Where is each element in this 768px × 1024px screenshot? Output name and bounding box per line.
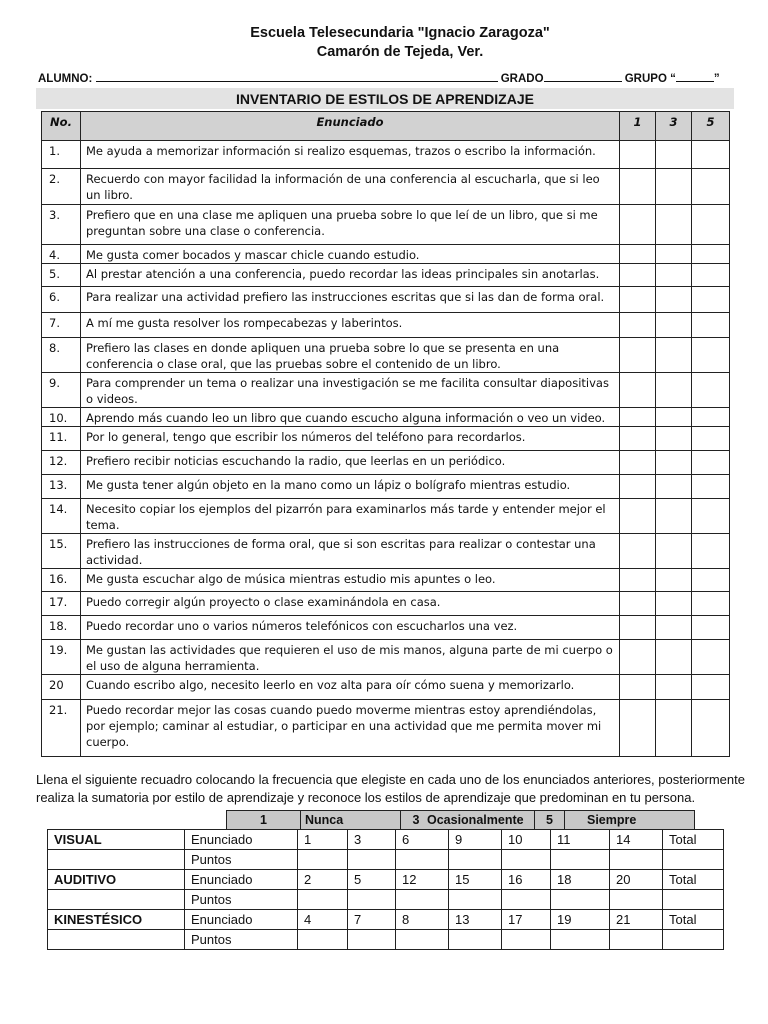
statement-number: 3. <box>42 205 81 245</box>
scale-label-ocasionalmente <box>401 811 535 830</box>
statement-number: 2. <box>42 169 81 205</box>
score-cell-1[interactable] <box>620 205 656 245</box>
scores-table <box>47 829 724 950</box>
statement-row <box>42 592 730 616</box>
school-header <box>0 24 768 62</box>
statement-row <box>42 408 730 427</box>
statement-number: 12. <box>42 451 81 475</box>
score-cell-1[interactable] <box>620 141 656 169</box>
grupo-label: GRUPO “ <box>624 73 676 85</box>
statement-text: Necesito copiar los ejemplos del pizarrón para examinarlos más tarde y entender mejor el tema. <box>81 499 620 534</box>
score-cell-1[interactable] <box>620 451 656 475</box>
points-cell[interactable] <box>348 850 396 870</box>
statement-number: 5. <box>42 264 81 287</box>
statement-number: 14. <box>42 499 81 534</box>
scale-value-nunca: 1 <box>227 811 301 830</box>
score-cell-1[interactable] <box>620 499 656 534</box>
item-number: 8 <box>396 910 449 930</box>
grupo-close-quote: ” <box>713 73 720 85</box>
statement-text: Me ayuda a memorizar información si realizo esquemas, trazos o escribo la información. <box>81 141 620 169</box>
scale-label-nunca: Nunca <box>301 811 401 830</box>
total-cell[interactable] <box>663 890 724 910</box>
style-name-spacer <box>48 890 185 910</box>
total-cell[interactable] <box>663 850 724 870</box>
statement-row <box>42 373 730 408</box>
statement-text: Me gusta comer bocados y mascar chicle cuando estudio. <box>81 245 620 264</box>
score-cell-1[interactable] <box>620 338 656 373</box>
score-puntos-row <box>48 890 724 910</box>
score-cell-1[interactable] <box>620 700 656 757</box>
score-cell-3[interactable] <box>656 640 692 675</box>
statement-row <box>42 700 730 757</box>
score-cell-1[interactable] <box>620 640 656 675</box>
score-cell-1[interactable] <box>620 675 656 700</box>
statement-text: Me gustan las actividades que requieren el uso de mis manos, alguna parte de mi cuerpo o el uso de alguna herramienta. <box>81 640 620 675</box>
statement-number: 15. <box>42 534 81 569</box>
statement-number: 7. <box>42 313 81 338</box>
item-number: 11 <box>551 830 610 850</box>
total-label: Total <box>663 830 724 850</box>
item-number: 12 <box>396 870 449 890</box>
statement-text: Aprendo más cuando leo un libro que cuando escucho alguna información o veo un video. <box>81 408 620 427</box>
statement-text: Prefiero recibir noticias escuchando la radio, que leerlas en un periódico. <box>81 451 620 475</box>
statement-number: 21. <box>42 700 81 757</box>
score-cell-3[interactable] <box>656 534 692 569</box>
points-cell[interactable] <box>502 850 551 870</box>
instructions-text: Llena el siguiente recuadro colocando la frecuencia que elegiste en cada uno de los enunciados anteriores, posteriormente realiza la sumatoria por estilo de aprendizaje y reconoce los estilos de aprendizaje que predominan en tu persona. <box>36 772 745 805</box>
score-enunciado-row <box>48 870 724 890</box>
score-cell-5[interactable] <box>692 675 730 700</box>
score-cell-5[interactable] <box>692 287 730 313</box>
statements-table <box>41 111 730 757</box>
statement-number: 19. <box>42 640 81 675</box>
statement-text: Puedo recordar uno o varios números telefónicos con escucharlos una vez. <box>81 616 620 640</box>
points-cell[interactable] <box>298 850 348 870</box>
score-cell-3[interactable] <box>656 675 692 700</box>
score-cell-1[interactable] <box>620 534 656 569</box>
score-enunciado-row <box>48 910 724 930</box>
score-cell-3[interactable] <box>656 169 692 205</box>
score-cell-3[interactable] <box>656 313 692 338</box>
style-name-spacer <box>48 850 185 870</box>
scale-row <box>227 811 695 830</box>
score-cell-1[interactable] <box>620 592 656 616</box>
points-cell[interactable] <box>449 850 502 870</box>
alumno-label: ALUMNO: <box>38 73 93 85</box>
statement-text: Prefiero que en una clase me apliquen una prueba sobre lo que leí de un libro, que si me preguntan sobre una clase o conferencia. <box>81 205 620 245</box>
score-cell-3[interactable] <box>656 287 692 313</box>
score-cell-5[interactable] <box>692 616 730 640</box>
score-cell-1[interactable] <box>620 427 656 451</box>
score-enunciado-row <box>48 830 724 850</box>
grado-label: GRADO <box>500 73 544 85</box>
score-cell-5[interactable] <box>692 408 730 427</box>
statement-text: Por lo general, tengo que escribir los números del teléfono para recordarlos. <box>81 427 620 451</box>
statement-number: 10. <box>42 408 81 427</box>
statement-row <box>42 287 730 313</box>
points-cell[interactable] <box>551 850 610 870</box>
score-cell-3[interactable] <box>656 264 692 287</box>
score-cell-3[interactable] <box>656 616 692 640</box>
points-cell[interactable] <box>502 930 551 950</box>
score-cell-5[interactable] <box>692 534 730 569</box>
statement-number: 4. <box>42 245 81 264</box>
statement-row <box>42 499 730 534</box>
statement-number: 8. <box>42 338 81 373</box>
alumno-field[interactable] <box>96 71 498 82</box>
score-cell-5[interactable] <box>692 640 730 675</box>
item-number: 5 <box>348 870 396 890</box>
grado-field[interactable] <box>544 71 622 82</box>
item-number: 7 <box>348 910 396 930</box>
statement-text: Para realizar una actividad prefiero las instrucciones escritas que si las dan de forma oral. <box>81 287 620 313</box>
statement-number: 1. <box>42 141 81 169</box>
statement-text: Prefiero las instrucciones de forma oral, que si son escritas para realizar o contestar una actividad. <box>81 534 620 569</box>
student-info-line <box>38 71 738 85</box>
style-name-spacer <box>48 930 185 950</box>
score-cell-1[interactable] <box>620 408 656 427</box>
statement-number: 16. <box>42 569 81 592</box>
score-cell-5[interactable] <box>692 427 730 451</box>
item-number: 2 <box>298 870 348 890</box>
item-number: 15 <box>449 870 502 890</box>
total-label: Total <box>663 910 724 930</box>
score-cell-5[interactable] <box>692 205 730 245</box>
score-cell-5[interactable] <box>692 141 730 169</box>
school-name: Escuela Telesecundaria "Ignacio Zaragoza" <box>250 25 550 41</box>
score-cell-1[interactable] <box>620 287 656 313</box>
scale-label-siempre: Siempre <box>565 811 695 830</box>
statement-row <box>42 640 730 675</box>
statement-row <box>42 169 730 205</box>
points-cell[interactable] <box>502 890 551 910</box>
points-cell[interactable] <box>396 850 449 870</box>
item-number: 17 <box>502 910 551 930</box>
scores-body <box>48 830 724 950</box>
item-number: 21 <box>610 910 663 930</box>
score-cell-1[interactable] <box>620 245 656 264</box>
statement-row <box>42 313 730 338</box>
statement-text: A mí me gusta resolver los rompecabezas y laberintos. <box>81 313 620 338</box>
points-cell[interactable] <box>610 890 663 910</box>
score-cell-3[interactable] <box>656 338 692 373</box>
style-name: KINESTÉSICO <box>48 910 185 930</box>
statements-header-row <box>42 112 730 141</box>
statement-row <box>42 475 730 499</box>
score-cell-5[interactable] <box>692 264 730 287</box>
item-number: 16 <box>502 870 551 890</box>
statement-row <box>42 451 730 475</box>
statement-number: 13. <box>42 475 81 499</box>
statement-text: Cuando escribo algo, necesito leerlo en voz alta para oír cómo suena y memorizarlo. <box>81 675 620 700</box>
points-cell[interactable] <box>610 850 663 870</box>
enunciado-label: Enunciado <box>185 910 298 930</box>
score-cell-1[interactable] <box>620 313 656 338</box>
score-cell-5[interactable] <box>692 245 730 264</box>
score-cell-5[interactable] <box>692 569 730 592</box>
puntos-label: Puntos <box>185 850 298 870</box>
score-cell-3[interactable] <box>656 451 692 475</box>
score-cell-5[interactable] <box>692 169 730 205</box>
item-number: 10 <box>502 830 551 850</box>
scale-value-siempre: 5 <box>535 811 565 830</box>
statement-row <box>42 616 730 640</box>
score-cell-1[interactable] <box>620 169 656 205</box>
statement-text: Al prestar atención a una conferencia, puedo recordar las ideas principales sin anotarlas. <box>81 264 620 287</box>
school-location: Camarón de Tejeda, Ver. <box>316 44 484 60</box>
inventory-title: INVENTARIO DE ESTILOS DE APRENDIZAJE <box>36 88 734 109</box>
score-cell-5[interactable] <box>692 373 730 408</box>
item-number: 9 <box>449 830 502 850</box>
points-cell[interactable] <box>449 890 502 910</box>
puntos-label: Puntos <box>185 930 298 950</box>
header-score-3: 3 <box>656 112 692 141</box>
item-number: 14 <box>610 830 663 850</box>
statement-number: 20 <box>42 675 81 700</box>
statement-text: Prefiero las clases en donde apliquen una prueba sobre lo que se presenta en una conferencia o clase oral, que las pruebas sobre el contenido de un libro. <box>81 338 620 373</box>
points-cell[interactable] <box>348 890 396 910</box>
style-name: AUDITIVO <box>48 870 185 890</box>
statement-row <box>42 205 730 245</box>
score-cell-3[interactable] <box>656 569 692 592</box>
statement-row <box>42 264 730 287</box>
statement-number: 11. <box>42 427 81 451</box>
score-cell-1[interactable] <box>620 616 656 640</box>
item-number: 20 <box>610 870 663 890</box>
score-cell-3[interactable] <box>656 245 692 264</box>
item-number: 4 <box>298 910 348 930</box>
score-cell-3[interactable] <box>656 373 692 408</box>
points-cell[interactable] <box>348 930 396 950</box>
item-number: 18 <box>551 870 610 890</box>
score-cell-3[interactable] <box>656 592 692 616</box>
total-cell[interactable] <box>663 930 724 950</box>
header-statement: Enunciado <box>81 112 620 141</box>
statement-row <box>42 675 730 700</box>
score-cell-3[interactable] <box>656 205 692 245</box>
statement-text: Recuerdo con mayor facilidad la información de una conferencia al escucharla, que si leo un libro. <box>81 169 620 205</box>
points-cell[interactable] <box>449 930 502 950</box>
statement-number: 18. <box>42 616 81 640</box>
score-cell-5[interactable] <box>692 313 730 338</box>
enunciado-label: Enunciado <box>185 830 298 850</box>
header-score-5: 5 <box>692 112 730 141</box>
statement-text: Puedo corregir algún proyecto o clase examinándola en casa. <box>81 592 620 616</box>
points-cell[interactable] <box>298 890 348 910</box>
item-number: 3 <box>348 830 396 850</box>
header-no: No. <box>42 112 81 141</box>
points-cell[interactable] <box>610 930 663 950</box>
item-number: 19 <box>551 910 610 930</box>
score-cell-5[interactable] <box>692 700 730 757</box>
score-puntos-row <box>48 850 724 870</box>
score-cell-5[interactable] <box>692 451 730 475</box>
statement-row <box>42 338 730 373</box>
score-cell-5[interactable] <box>692 338 730 373</box>
statement-row <box>42 569 730 592</box>
scale-value-ocasionalmente: 3 <box>412 813 420 827</box>
statement-row <box>42 534 730 569</box>
points-cell[interactable] <box>396 930 449 950</box>
score-cell-1[interactable] <box>620 475 656 499</box>
score-cell-3[interactable] <box>656 427 692 451</box>
points-cell[interactable] <box>551 890 610 910</box>
item-number: 1 <box>298 830 348 850</box>
grupo-field[interactable] <box>676 71 714 82</box>
score-cell-3[interactable] <box>656 475 692 499</box>
statement-number: 17. <box>42 592 81 616</box>
score-cell-5[interactable] <box>692 499 730 534</box>
score-cell-1[interactable] <box>620 569 656 592</box>
score-cell-1[interactable] <box>620 264 656 287</box>
points-cell[interactable] <box>298 930 348 950</box>
score-cell-1[interactable] <box>620 373 656 408</box>
points-cell[interactable] <box>396 890 449 910</box>
item-number: 6 <box>396 830 449 850</box>
score-cell-5[interactable] <box>692 475 730 499</box>
item-number: 13 <box>449 910 502 930</box>
statement-row <box>42 427 730 451</box>
total-label: Total <box>663 870 724 890</box>
style-name: VISUAL <box>48 830 185 850</box>
statements-body <box>42 141 730 757</box>
score-cell-3[interactable] <box>656 499 692 534</box>
header-score-1: 1 <box>620 112 656 141</box>
statement-text: Me gusta escuchar algo de música mientras estudio mis apuntes o leo. <box>81 569 620 592</box>
score-cell-3[interactable] <box>656 141 692 169</box>
statement-text: Puedo recordar mejor las cosas cuando puedo moverme mientras estoy aprendiéndolas, por ejemplo; caminar al estudiar, o participar en una actividad que me permita mover mi cuerpo. <box>81 700 620 757</box>
score-puntos-row <box>48 930 724 950</box>
enunciado-label: Enunciado <box>185 870 298 890</box>
scale-label-ocasionalmente-text: Ocasionalmente <box>427 813 524 827</box>
score-cell-5[interactable] <box>692 592 730 616</box>
statement-number: 9. <box>42 373 81 408</box>
statement-row <box>42 141 730 169</box>
statement-number: 6. <box>42 287 81 313</box>
score-cell-3[interactable] <box>656 408 692 427</box>
statement-row <box>42 245 730 264</box>
frequency-scale <box>226 810 695 830</box>
puntos-label: Puntos <box>185 890 298 910</box>
score-cell-3[interactable] <box>656 700 692 757</box>
points-cell[interactable] <box>551 930 610 950</box>
statement-text: Para comprender un tema o realizar una investigación se me facilita consultar diapositivas o videos. <box>81 373 620 408</box>
statement-text: Me gusta tener algún objeto en la mano como un lápiz o bolígrafo mientras estudio. <box>81 475 620 499</box>
